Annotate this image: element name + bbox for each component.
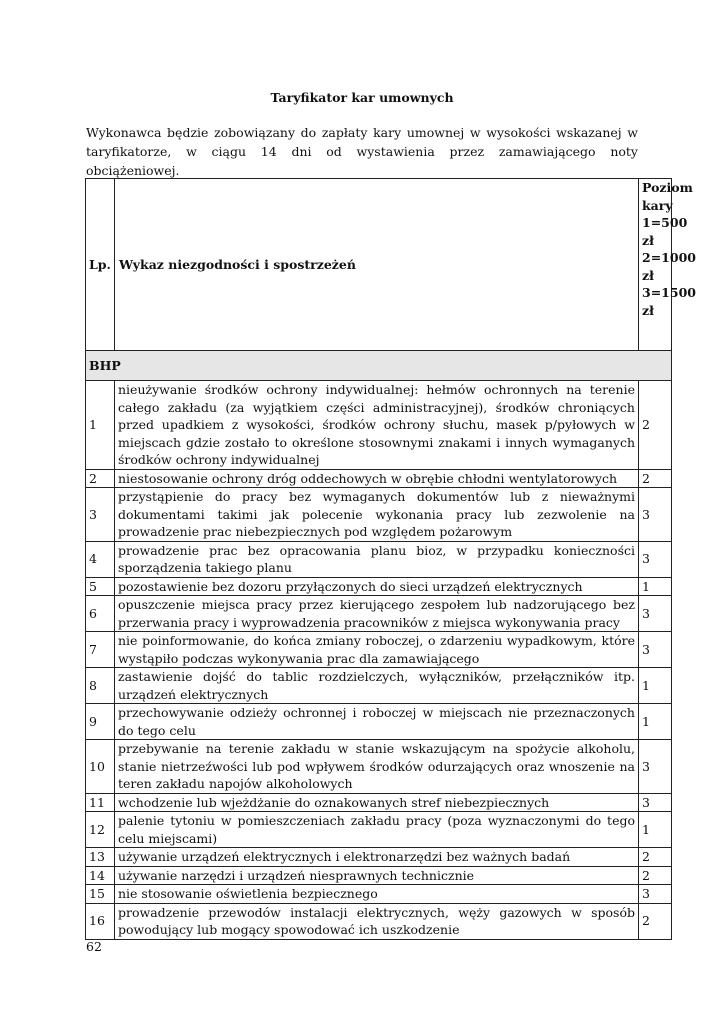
row-description: przystąpienie do pracy bez wymaganych dokumentów lub z nieważnymi dokumentami takimi jak polecenie wykonania pracy lub zezwolenie na prowadzenie prac niebezpiecznych pod względem pożarowym — [115, 488, 639, 542]
row-penalty-level: 3 — [639, 596, 672, 632]
row-penalty-level: 3 — [639, 740, 672, 794]
row-lp: 13 — [86, 848, 115, 867]
row-description: nie poinformowanie, do końca zmiany roboczej, o zdarzeniu wypadkowym, które wystąpiło podczas wykonywania prac dla zamawiającego — [115, 632, 639, 668]
row-lp: 9 — [86, 704, 115, 740]
row-description: palenie tytoniu w pomieszczeniach zakładu pracy (poza wyznaczonymi do tego celu miejscami) — [115, 812, 639, 848]
document-title: Taryfikator kar umownych — [270, 90, 454, 105]
row-description: nieużywanie środków ochrony indywidualnej: hełmów ochronnych na terenie całego zakładu (za wyjątkiem części administracyjnej), środków chroniących przed upadkiem z wysokości, środków ochrony słuchu, masek p/pyłowych w miejscach gdzie zostało to określone stosownymi znakami i innych wymaganych środków ochrony indywidualnej — [115, 381, 639, 470]
table-row — [86, 596, 672, 632]
penalty-table — [85, 178, 696, 940]
table-row — [86, 632, 672, 668]
table-row — [86, 740, 672, 794]
row-penalty-level: 2 — [639, 381, 672, 470]
row-description: pozostawienie bez dozoru przyłączonych do sieci urządzeń elektrycznych — [115, 577, 639, 596]
row-lp: 3 — [86, 488, 115, 542]
row-lp: 15 — [86, 885, 115, 904]
row-penalty-level: 3 — [639, 541, 672, 577]
row-lp: 16 — [86, 903, 115, 939]
table-row — [86, 577, 672, 596]
header-poziom-title: Poziom kary — [642, 180, 693, 213]
header-level-3: 3=1500 zł — [642, 285, 696, 318]
row-lp: 11 — [86, 793, 115, 812]
row-description: zastawienie dojść do tablic rozdzielczych, wyłączników, przełączników itp. urządzeń elektrycznych — [115, 668, 639, 704]
row-lp: 10 — [86, 740, 115, 794]
row-lp: 12 — [86, 812, 115, 848]
row-description: prowadzenie prac bez opracowania planu bioz, w przypadku konieczności sporządzenia takiego planu — [115, 541, 639, 577]
row-penalty-level: 3 — [639, 632, 672, 668]
row-lp: 14 — [86, 866, 115, 885]
table-row — [86, 541, 672, 577]
row-penalty-level: 3 — [639, 793, 672, 812]
page-number: 62 — [86, 939, 102, 954]
table-row — [86, 488, 672, 542]
row-penalty-level: 1 — [639, 668, 672, 704]
row-description: niestosowanie ochrony dróg oddechowych w obrębie chłodni wentylatorowych — [115, 469, 639, 488]
row-penalty-level: 2 — [639, 903, 672, 939]
row-description: wchodzenie lub wjeżdżanie do oznakowanych stref niebezpiecznych — [115, 793, 639, 812]
table-row — [86, 866, 672, 885]
row-penalty-level: 1 — [639, 704, 672, 740]
row-description: używanie urządzeń elektrycznych i elektronarzędzi bez ważnych badań — [115, 848, 639, 867]
row-penalty-level: 2 — [639, 469, 672, 488]
table-header-row — [86, 179, 672, 351]
table-row — [86, 381, 672, 470]
row-lp: 4 — [86, 541, 115, 577]
row-penalty-level: 3 — [639, 488, 672, 542]
header-level-1: 1=500 zł — [642, 215, 688, 248]
row-description: przechowywanie odzieży ochronnej i roboczej w miejscach nie przeznaczonych do tego celu — [115, 704, 639, 740]
table-row — [86, 812, 672, 848]
table-row — [86, 903, 672, 939]
intro-paragraph: Wykonawca będzie zobowiązany do zapłaty kary umownej w wysokości wskazanej w taryfikatorze, w ciągu 14 dni od wystawienia przez zamawiającego noty obciążeniowej. — [86, 125, 638, 178]
row-penalty-level: 1 — [639, 812, 672, 848]
header-level-2: 2=1000 zł — [642, 250, 696, 283]
table-row — [86, 469, 672, 488]
table-row — [86, 793, 672, 812]
row-lp: 8 — [86, 668, 115, 704]
row-description: opuszczenie miejsca pracy przez kierującego zespołem lub nadzorującego bez przerwania pracy i wyprowadzenia pracowników z miejsca wykonywania pracy — [115, 596, 639, 632]
section-row-bhp — [86, 351, 672, 381]
row-penalty-level: 3 — [639, 885, 672, 904]
row-penalty-level: 1 — [639, 577, 672, 596]
header-wykaz: Wykaz niezgodności i spostrzeżeń — [115, 179, 639, 351]
header-poziom-kary — [639, 179, 696, 351]
row-lp: 7 — [86, 632, 115, 668]
row-lp: 2 — [86, 469, 115, 488]
row-penalty-level: 2 — [639, 866, 672, 885]
row-description: nie stosowanie oświetlenia bezpiecznego — [115, 885, 639, 904]
header-lp: Lp. — [86, 179, 115, 351]
row-description: prowadzenie przewodów instalacji elektrycznych, węży gazowych w sposób powodujący lub mogący spowodować ich uszkodzenie — [115, 903, 639, 939]
row-description: przebywanie na terenie zakładu w stanie wskazującym na spożycie alkoholu, stanie nietrzeźwości lub pod wpływem środków odurzających oraz wnoszenie na teren zakładu napojów alkoholowych — [115, 740, 639, 794]
table-row — [86, 704, 672, 740]
section-label: BHP — [86, 351, 672, 381]
table-row — [86, 885, 672, 904]
row-penalty-level: 2 — [639, 848, 672, 867]
row-lp: 5 — [86, 577, 115, 596]
row-lp: 6 — [86, 596, 115, 632]
table-row — [86, 848, 672, 867]
table-row — [86, 668, 672, 704]
row-lp: 1 — [86, 381, 115, 470]
row-description: używanie narzędzi i urządzeń niesprawnych technicznie — [115, 866, 639, 885]
